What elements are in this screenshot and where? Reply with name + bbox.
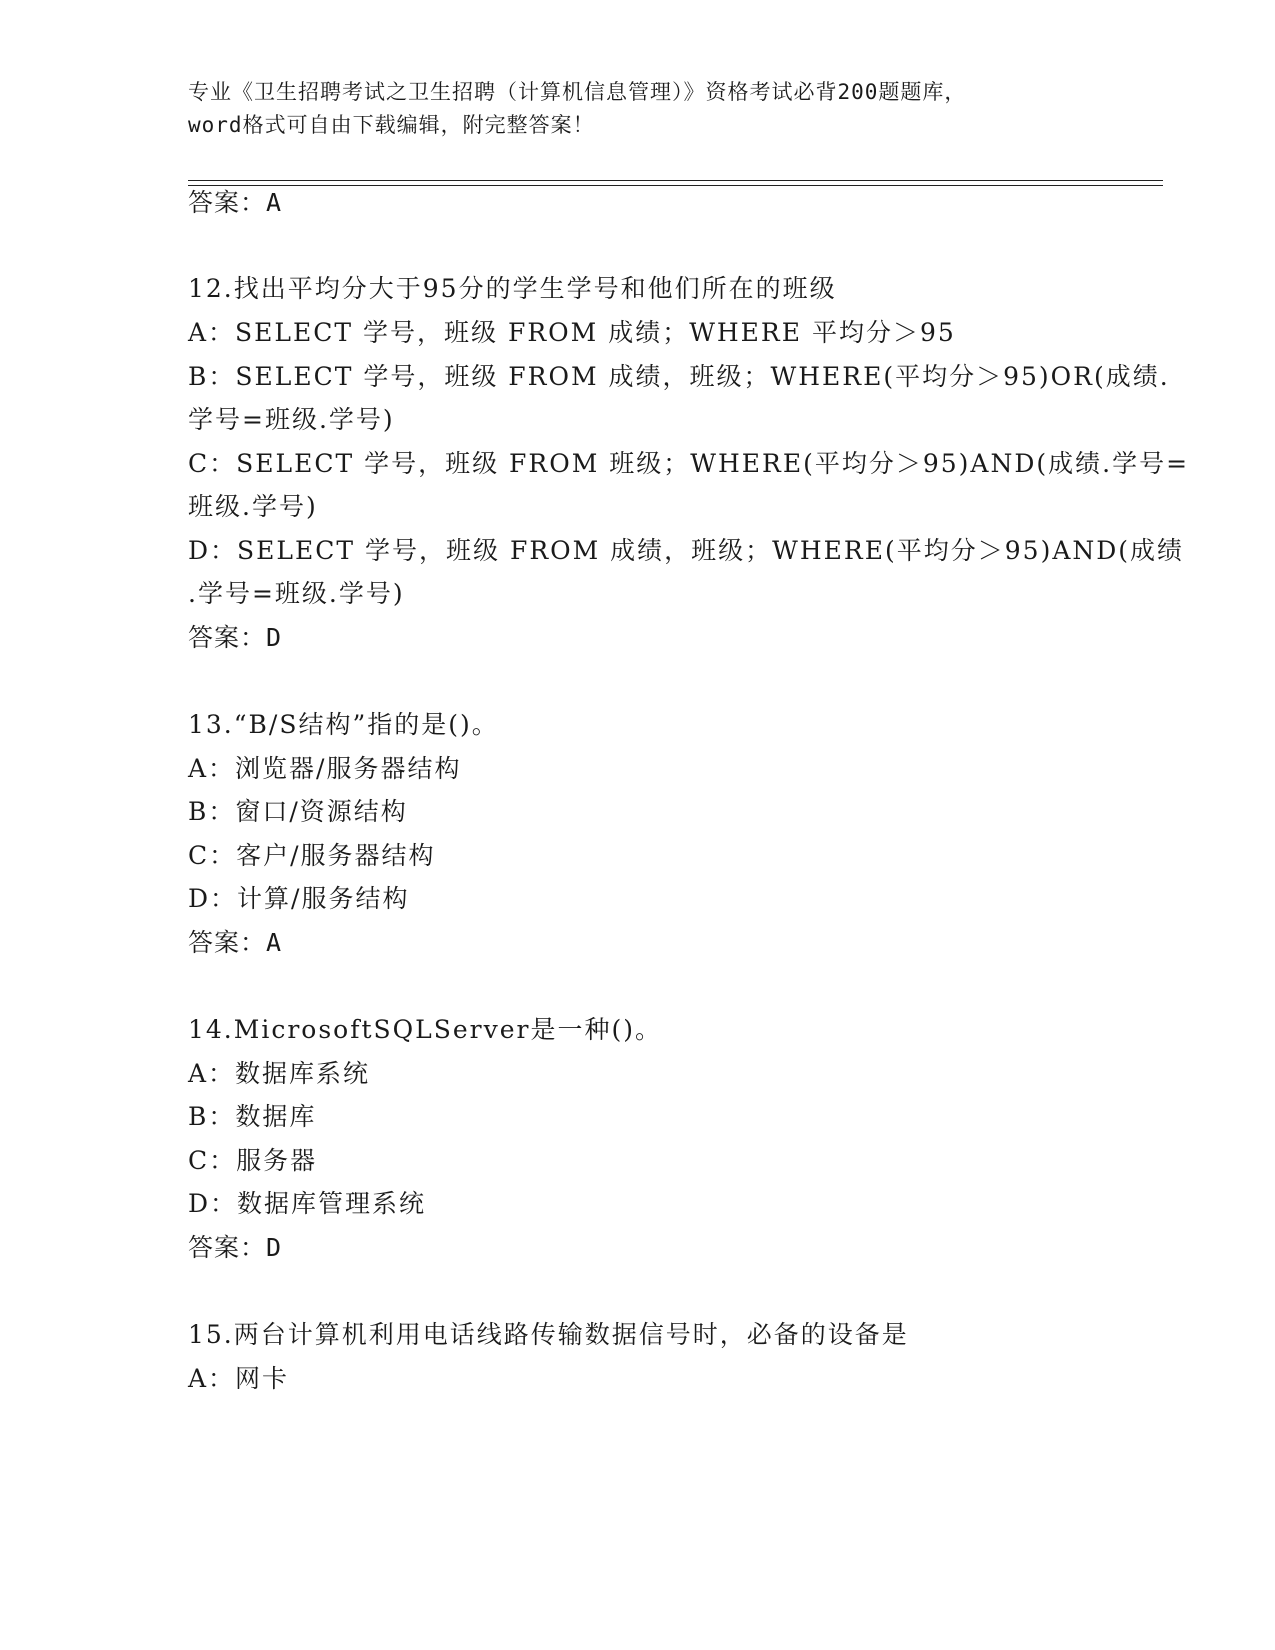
q12-option-c-line2: 班级.学号) — [188, 492, 318, 521]
question-14: 14.MicrosoftSQLServer是一种()。 — [188, 1015, 663, 1044]
header-divider-top — [188, 180, 1163, 181]
q12-option-c-line1: C：SELECT 学号，班级 FROM 班级；WHERE(平均分＞95)AND(成绩.学号= — [188, 449, 1190, 478]
q14-answer: 答案：D — [188, 1233, 283, 1262]
header-line-2: word格式可自由下载编辑，附完整答案！ — [188, 113, 595, 137]
document-header — [188, 76, 1088, 142]
q14-option-b: B：数据库 — [188, 1102, 317, 1131]
question-15: 15.两台计算机利用电话线路传输数据信号时，必备的设备是 — [188, 1320, 909, 1349]
q12-option-b-line1: B：SELECT 学号，班级 FROM 成绩，班级；WHERE(平均分＞95)OR(成绩. — [188, 362, 1170, 391]
q13-option-a: A：浏览器/服务器结构 — [188, 754, 462, 783]
q13-answer: 答案：A — [188, 928, 283, 957]
q14-option-a: A：数据库系统 — [188, 1059, 371, 1088]
answer-previous: 答案：A — [188, 188, 283, 217]
q13-option-d: D：计算/服务结构 — [188, 884, 410, 913]
q14-option-c: C：服务器 — [188, 1146, 318, 1175]
header-divider-bottom — [188, 185, 1163, 186]
q13-option-b: B：窗口/资源结构 — [188, 797, 408, 826]
header-line-1: 专业《卫生招聘考试之卫生招聘（计算机信息管理）》资格考试必背200题题库， — [188, 80, 967, 104]
question-12: 12.找出平均分大于95分的学生学号和他们所在的班级 — [188, 274, 837, 303]
q14-option-d: D：数据库管理系统 — [188, 1189, 427, 1218]
question-13: 13.“B/S结构”指的是()。 — [188, 710, 499, 739]
q12-option-d-line2: .学号=班级.学号) — [188, 579, 405, 608]
q12-option-a: A：SELECT 学号，班级 FROM 成绩；WHERE 平均分＞95 — [188, 318, 956, 347]
q12-answer: 答案：D — [188, 623, 283, 652]
q12-option-b-line2: 学号=班级.学号) — [188, 405, 395, 434]
q15-option-a: A：网卡 — [188, 1364, 290, 1393]
q13-option-c: C：客户/服务器结构 — [188, 841, 436, 870]
q12-option-d-line1: D：SELECT 学号，班级 FROM 成绩，班级；WHERE(平均分＞95)AND(成绩 — [188, 536, 1185, 565]
